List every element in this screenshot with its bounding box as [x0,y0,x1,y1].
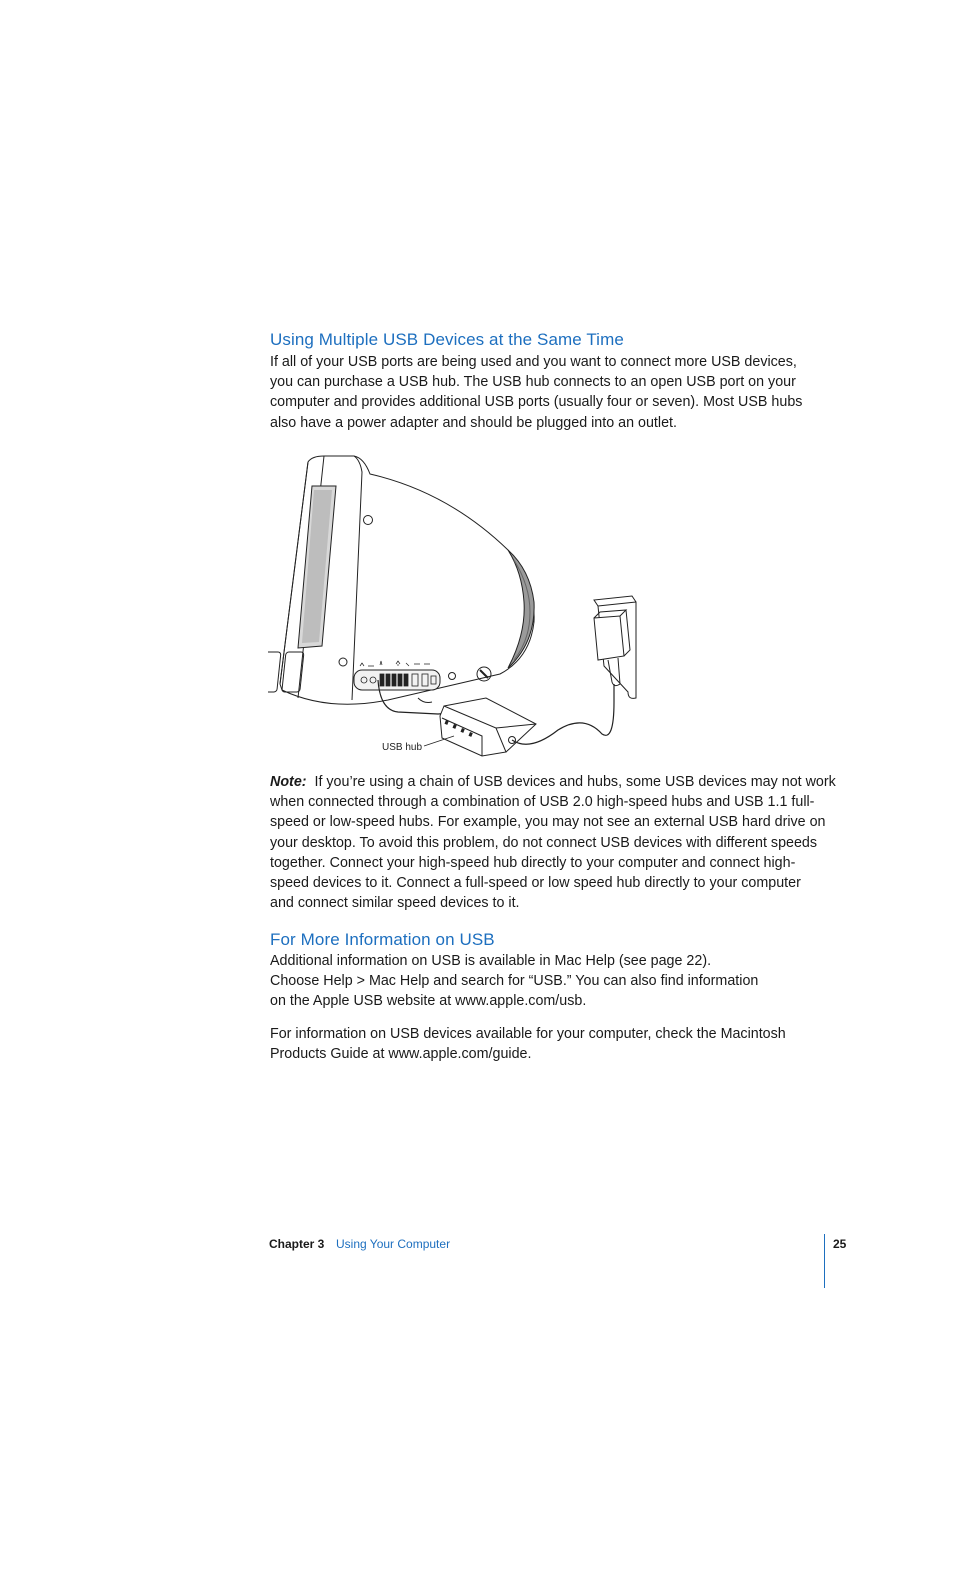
computer-foot [418,698,432,703]
note-label: Note: [270,774,307,790]
more-info-paragraph [270,951,830,1012]
section-heading-more-info: For More Information on USB [270,930,495,949]
paragraph-line: your desktop. To avoid this problem, do not connect USB devices with different speeds [270,834,818,851]
usb-hub [440,706,506,756]
front-panel-button [268,652,281,692]
footer-chapter-number: Chapter 3 [269,1237,325,1251]
paragraph-line: you can purchase a USB hub. The USB hub connects to an open USB port on your [270,374,796,391]
usb-hub-callout-label: USB hub [382,742,423,753]
paragraph-line: speed or low-speed hubs. For example, you may not see an external USB hard drive on [270,814,826,831]
footer-chapter-title: Using Your Computer [336,1237,451,1251]
products-guide-paragraph [270,1024,830,1064]
note-first-line [270,772,836,792]
paragraph-line: If all of your USB ports are being used and you want to connect more USB devices, [270,354,797,370]
note-paragraph [270,772,836,913]
footer-divider [824,1234,825,1288]
paragraph-line: For information on USB devices available for your computer, check the Macintosh [270,1026,786,1042]
paragraph-line: also have a power adapter and should be plugged into an outlet. [270,414,677,431]
hub-power-cable [512,684,614,744]
usb-hub-paragraph [270,352,830,433]
paragraph-line: on the Apple USB website at www.apple.com/usb. [270,993,587,1010]
section-heading-usb-hubs: Using Multiple USB Devices at the Same Time [270,330,624,349]
paragraph-line: when connected through a combination of USB 2.0 high-speed hubs and USB 1.1 full- [270,794,815,811]
paragraph-line: computer and provides additional USB ports (usually four or seven). Most USB hubs [270,394,803,411]
page-number: 25 [833,1237,847,1251]
usb-hub-illustration [268,452,648,762]
paragraph-line: Choose Help > Mac Help and search for “USB.” You can also find information [270,973,759,990]
paragraph-line: speed devices to it. Connect a full-speed or low speed hub directly to your computer [270,875,801,892]
paragraph-line: and connect similar speed devices to it. [270,895,520,912]
paragraph-line: Products Guide at www.apple.com/guide. [270,1046,532,1063]
power-adapter [594,616,624,660]
paragraph-line: Additional information on USB is available in Mac Help (see page 22). [270,953,712,969]
paragraph-line: If you’re using a chain of USB devices and hubs, some USB devices may not work [314,774,836,790]
paragraph-line: together. Connect your high-speed hub directly to your computer and connect high- [270,854,796,871]
